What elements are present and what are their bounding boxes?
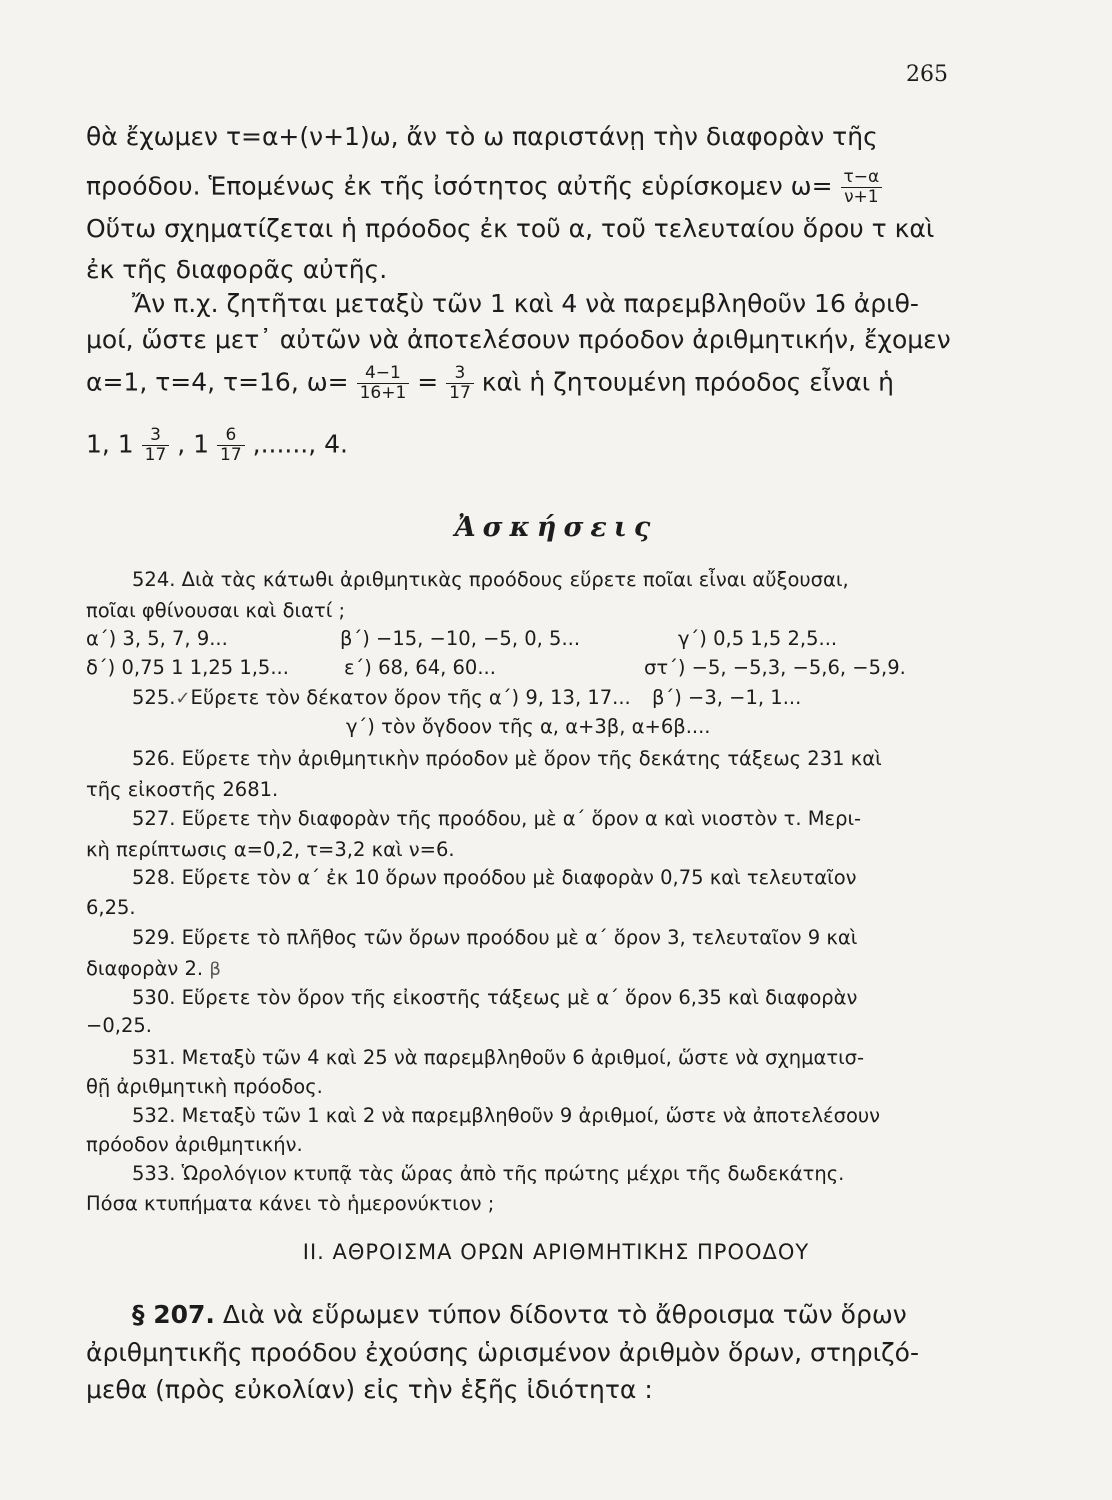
exercise-529-line-1: 529. Εὕρετε τὸ πλῆθος τῶν ὅρων προόδου μὲ α΄ ὅρον 3, τελευταῖον 9 καὶ: [132, 926, 858, 949]
exercise-524-a: α΄) 3, 5, 7, 9...: [86, 627, 228, 650]
text-line-7-start: α=1, τ=4, τ=16, ω=: [86, 367, 349, 397]
exercise-532-line-2: πρόοδον ἀριθμητικήν.: [86, 1133, 303, 1156]
exercise-524-b: β΄) −15, −10, −5, 0, 5...: [340, 627, 581, 650]
fraction-numerator: τ−α: [841, 168, 883, 188]
section-title: ΙΙ. ΑΘΡΟΙΣΜΑ ΟΡΩΝ ΑΡΙΘΜΗΤΙΚΗΣ ΠΡΟΟΔΟΥ: [302, 1240, 810, 1264]
paragraph-207-line-1: [132, 1300, 907, 1329]
page-number: 265: [906, 62, 948, 87]
text-line-6: μοί, ὥστε μετ᾽ αὐτῶν νὰ ἀποτελέσουν πρόοδον ἀριθμητικήν, ἔχομεν: [86, 325, 951, 354]
exercise-527-line-1: 527. Εὕρετε τὴν διαφορὰν τῆς προόδου, μὲ α΄ ὅρον α καὶ νιοστὸν τ. Μερι-: [132, 807, 862, 830]
sequence-middle: , 1: [177, 429, 210, 459]
sequence-end: ,......, 4.: [252, 429, 348, 459]
exercise-531-line-1: 531. Μεταξὺ τῶν 4 καὶ 25 νὰ παρεμβληθοῦν 6 ἀριθμοί, ὥστε νὰ σχηματισ-: [132, 1046, 865, 1069]
text-line-3: Οὕτω σχηματίζεται ἡ πρόοδος ἐκ τοῦ α, τοῦ τελευταίου ὅρου τ καὶ: [86, 214, 935, 243]
exercise-527-line-2: κὴ περίπτωσις α=0,2, τ=3,2 καὶ ν=6.: [86, 838, 455, 861]
exercises-heading: Ἀσκήσεις: [454, 512, 658, 543]
exercise-524-c: γ΄) 0,5 1,5 2,5...: [678, 627, 838, 650]
fraction-numerator: 3: [142, 426, 170, 446]
exercise-532-line-1: 532. Μεταξὺ τῶν 1 καὶ 2 νὰ παρεμβληθοῦν 9 ἀριθμοί, ὥστε νὰ ἀποτελέσουν: [132, 1104, 881, 1127]
text-line-7-end: καὶ ἡ ζητουμένη πρόοδος εἶναι ἡ: [481, 367, 894, 397]
paragraph-207-line-3: μεθα (πρὸς εὐκολίαν) εἰς τὴν ἑξῆς ἰδιότητα :: [86, 1375, 653, 1404]
paragraph-207-line-2: ἀριθμητικῆς προόδου ἐχούσης ὡρισμένον ἀριθμὸν ὅρων, στηριζό-: [86, 1338, 919, 1367]
text-line-1: θὰ ἔχωμεν τ=α+(ν+1)ω, ἄν τὸ ω παριστάνῃ τὴν διαφορὰν τῆς: [86, 122, 878, 151]
fraction-denominator: 17: [144, 445, 167, 465]
handwritten-check-mark: ✓: [175, 688, 191, 709]
fraction-sequence-1: [142, 426, 170, 465]
exercise-533-line-1: 533. Ὡρολόγιον κτυπᾷ τὰς ὥρας ἀπὸ τῆς πρώτης μέχρι τῆς δωδεκάτης.: [132, 1162, 845, 1185]
text-line-7: [86, 364, 894, 403]
exercise-529-text: διαφορὰν 2.: [86, 957, 204, 980]
text-line-8: [86, 426, 348, 465]
exercise-524-line-2: ποῖαι φθίνουσαι καὶ διατί ;: [86, 599, 346, 622]
fraction-sequence-2: [217, 426, 245, 465]
exercise-525-b: β΄) −3, −1, 1...: [652, 686, 802, 709]
fraction-numerator: 6: [217, 426, 245, 446]
sequence-start: 1, 1: [86, 429, 134, 459]
exercise-528-line-1: 528. Εὕρετε τὸν α΄ ἐκ 10 ὅρων προόδου μὲ διαφορὰν 0,75 καὶ τελευταῖον: [132, 866, 857, 889]
fraction-omega: [841, 168, 883, 207]
fraction-denominator: 16+1: [359, 383, 407, 403]
exercise-524-f: στ΄) −5, −5,3, −5,6, −5,9.: [644, 656, 906, 679]
fraction-numerator: 3: [446, 364, 474, 384]
fraction-denominator: 17: [220, 445, 242, 465]
exercise-530-line-2: −0,25.: [86, 1014, 152, 1037]
section-number: § 207.: [132, 1300, 215, 1329]
exercise-529-line-2: [86, 957, 221, 980]
fraction-example-1: [357, 364, 410, 403]
fraction-denominator: ν+1: [844, 187, 879, 207]
exercise-525-line-1: [132, 686, 631, 709]
exercise-525-c: γ΄) τὸν ὄγδοον τῆς α, α+3β, α+6β....: [346, 715, 711, 738]
text-line-2: [86, 168, 882, 207]
exercise-524-e: ε΄) 68, 64, 60...: [344, 656, 496, 679]
exercise-number: 525.: [132, 686, 176, 709]
handwritten-mark: β: [209, 959, 221, 980]
exercise-525-text: Εὕρετε τὸν δέκατον ὅρον τῆς α΄) 9, 13, 17...: [190, 686, 631, 709]
exercise-533-line-2: Πόσα κτυπήματα κάνει τὸ ἡμερονύκτιον ;: [86, 1192, 495, 1215]
text-line-4: ἐκ τῆς διαφορᾶς αὐτῆς.: [86, 255, 388, 284]
exercise-531-line-2: θῇ ἀριθμητικὴ πρόοδος.: [86, 1075, 323, 1098]
exercise-528-line-2: 6,25.: [86, 896, 136, 919]
fraction-numerator: 4−1: [357, 364, 410, 384]
exercise-524-line-1: 524. Διὰ τὰς κάτωθι ἀριθμητικὰς προόδους εὕρετε ποῖαι εἶναι αὔξουσαι,: [132, 568, 849, 591]
equals-sign: =: [417, 367, 439, 397]
paragraph-207-text: Διὰ νὰ εὕρωμεν τύπον δίδοντα τὸ ἄθροισμα τῶν ὅρων: [222, 1300, 907, 1329]
exercise-530-line-1: 530. Εὕρετε τὸν ὅρον τῆς εἰκοστῆς τάξεως μὲ α΄ ὅρον 6,35 καὶ διαφορὰν: [132, 986, 858, 1009]
exercise-526-line-2: τῆς εἰκοστῆς 2681.: [86, 778, 279, 801]
exercise-524-d: δ΄) 0,75 1 1,25 1,5...: [86, 656, 289, 679]
exercise-526-line-1: 526. Εὕρετε τὴν ἀριθμητικὴν πρόοδον μὲ ὅρον τῆς δεκάτης τάξεως 231 καὶ: [132, 747, 882, 770]
fraction-denominator: 17: [449, 383, 471, 403]
text-line-2-body: προόδου. Ἑπομένως ἐκ τῆς ἰσότητος αὐτῆς εὑρίσκομεν ω=: [86, 171, 833, 201]
fraction-example-2: [446, 364, 474, 403]
text-line-5: Ἄν π.χ. ζητῆται μεταξὺ τῶν 1 καὶ 4 νὰ παρεμβληθοῦν 16 ἀριθ-: [132, 289, 919, 318]
